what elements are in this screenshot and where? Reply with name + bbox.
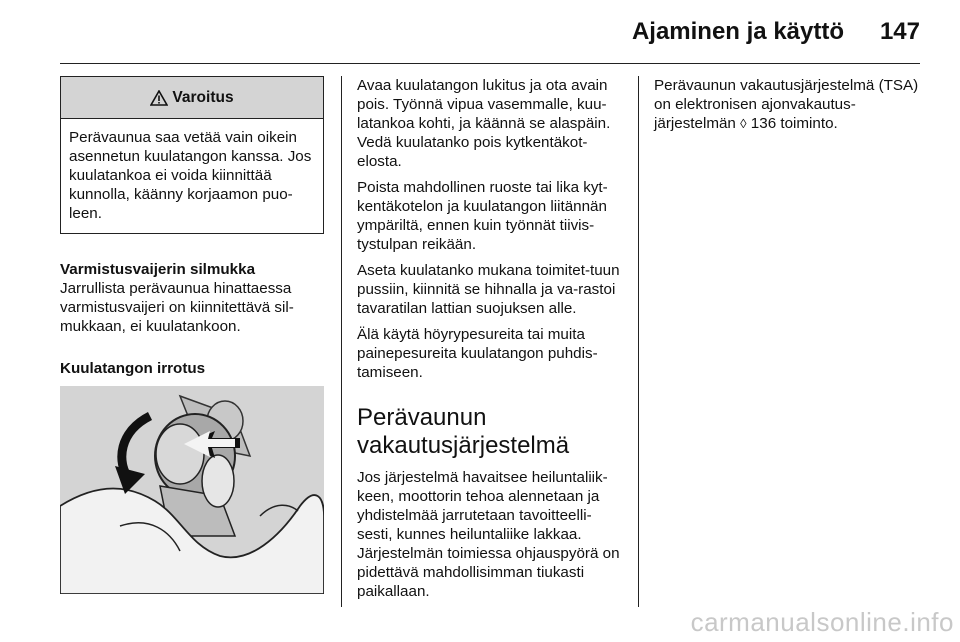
warning-triangle-icon <box>150 90 168 106</box>
section-text-safety-cable: Jarrullista perävaunua hinattaessa varmistusvaijeri on kiinnitettävä sil-mukkaan, ei kuulatankoon. <box>60 280 294 335</box>
column-divider-2 <box>638 76 639 607</box>
tsa-text-end: 136 toiminto. <box>750 115 838 132</box>
paragraph-tsa-function: Jos järjestelmä havaitsee heiluntaliik-keen, moottorin tehoa alennetaan ja yhdistelmää jarrutetaan tavoitteelli-sesti, kunnes heiluntaliike lakkaa. Järjestelmän toimiessa ohjauspyörä on pidettävä mahdollisimman tiukasti paikallaan. <box>357 469 620 600</box>
warning-text: Perävaunua saa vetää vain oikein asennetun kuulatangon kanssa. Jos kuulatankoa ei voida kiinnittää kunnolla, käänny korjaamon puo-leen. <box>69 129 312 222</box>
paragraph-unlock: Avaa kuulatangon lukitus ja ota avain pois. Työnnä vipua vasemmalle, kuu-latankoa kohti, ja käännä se alaspäin. Vedä kuulatanko pois kytkentäkot-elosta. <box>357 77 611 170</box>
paragraph-tsa-description <box>654 76 920 133</box>
watermark: carmanualsonline.info <box>690 607 954 637</box>
warning-header <box>61 77 323 119</box>
chapter-title: Ajaminen ja käyttö <box>631 18 844 45</box>
page-number: 147 <box>879 18 920 45</box>
column-left <box>60 76 324 594</box>
tsa-text: Perävaunun vakautusjärjestelmä (TSA) on elektronisen ajonvakautus-järjestelmän <box>654 77 919 132</box>
page-header <box>60 0 920 64</box>
section-heading-tsa: Perävaunun vakautusjärjestelmä <box>357 404 570 459</box>
paragraph-cleaning: Älä käytä höyrypesureita tai muita painepesureita kuulatangon puhdis-tamiseen. <box>357 326 598 381</box>
warning-box <box>60 76 324 234</box>
warning-title: Varoitus <box>172 89 234 106</box>
section-heading-towbar-removal: Kuulatangon irrotus <box>60 360 206 377</box>
section-heading-safety-cable: Varmistusvaijerin silmukka <box>60 261 256 278</box>
paragraph-rust: Poista mahdollinen ruoste tai lika kyt-kentäkotelon ja kuulatangon liitännän ympäriltä, ennen kuin työnnät tiivis-tystulpan reikään. <box>357 179 608 253</box>
paragraph-storage: Aseta kuulatanko mukana toimitet-tuun pussiin, kiinnitä se hihnalla ja va-rastoi tavaratilan lattian suojuksen alle. <box>357 262 620 317</box>
page-reference-arrow-icon: ◊ <box>740 116 747 131</box>
column-middle <box>357 76 623 601</box>
column-divider-1 <box>341 76 342 607</box>
column-right <box>654 76 920 133</box>
towbar-illustration-image <box>60 386 324 594</box>
towbar-removal-illustration <box>60 386 324 594</box>
